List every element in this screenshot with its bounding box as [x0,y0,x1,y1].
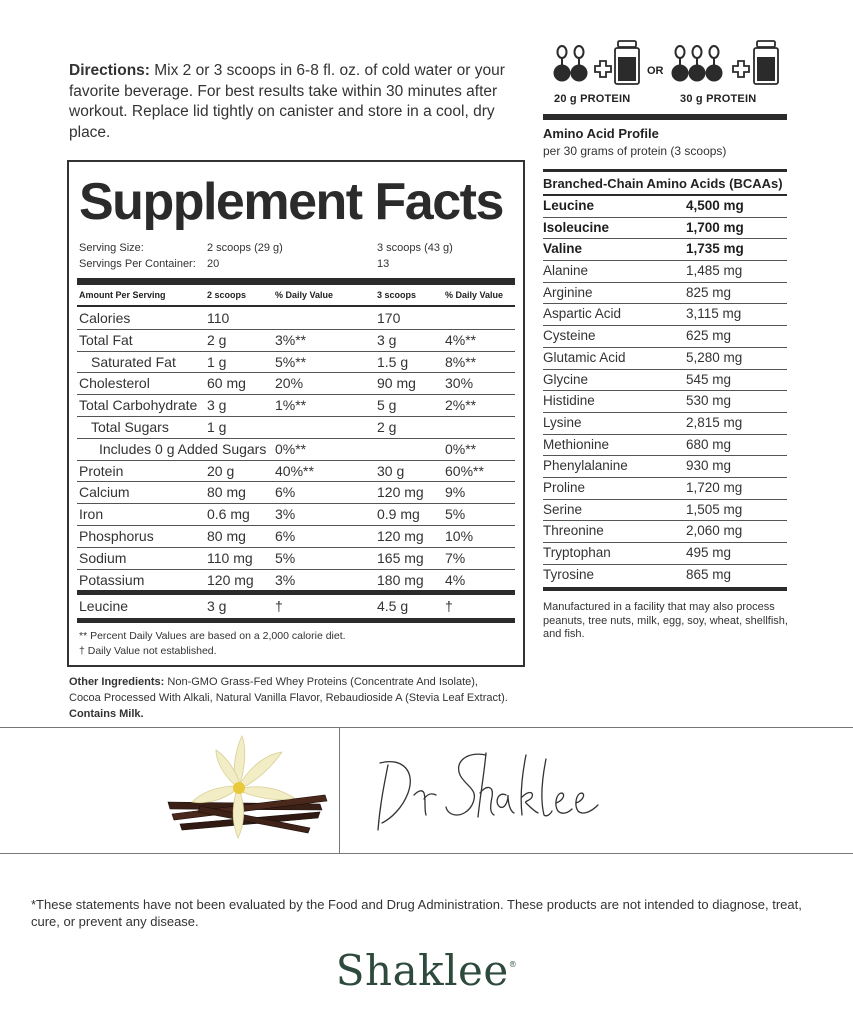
dv-2-scoops: 6% [275,527,296,544]
amount-2-scoops: 110 mg [207,549,253,566]
dv-3-scoops: 30% [445,375,474,392]
amino-row [543,413,787,435]
dv-3-scoops: 4% [445,571,466,588]
nutrient-row [77,548,515,570]
nutrient-row [77,308,515,330]
amino-name: Tryptophan [543,545,611,560]
amino-name: Lysine [543,414,582,430]
amount-3-scoops: 170 [377,310,401,326]
amino-value: 530 mg [686,393,732,409]
divider [77,618,515,623]
amount-2-scoops: 3 g [207,397,227,414]
nutrient-row [77,439,515,461]
nutrient-name: Total Sugars [91,418,169,435]
dv-3-scoops: 4%** [445,331,477,348]
amino-row [543,304,787,326]
dv-2-scoops: 40%** [275,462,314,479]
nutrient-row [77,526,515,548]
amino-row [543,478,787,500]
plus-icon [732,60,750,78]
allergen-facility-statement: Manufactured in a facility that may also process peanuts, tree nuts, milk, egg, soy, wheat, shellfish, and fish. [543,601,788,640]
other-ingredients-text: Non-GMO Grass-Fed Whey Proteins (Concentrate And Isolate), Cocoa Processed With Alkali, Natural Vanilla Flavor, Rebaudioside A (Stevia Leaf Extract). [69,676,508,704]
amount-2-scoops: 0.6 mg [207,506,250,523]
directions-label: Directions: [69,62,150,79]
dv-3-scoops: 0%** [445,440,477,457]
amount-3-scoops: 120 mg [377,527,424,544]
signature-image [368,735,608,845]
bcaa-title: Branched-Chain Amino Acids (BCAAs) [543,176,783,191]
amino-name: Alanine [543,263,589,279]
dv-2-scoops: 5%** [275,353,307,370]
divider [543,114,787,120]
amino-value: 2,815 mg [686,414,743,430]
divider [339,727,340,854]
amino-name: Histidine [543,393,595,409]
supplement-facts-panel [67,160,525,667]
shaker-bottle-icon [613,40,641,86]
amino-name: Cysteine [543,328,596,344]
amino-value: 930 mg [686,458,732,474]
header-amount: Amount Per Serving [79,290,166,300]
amino-name: Aspartic Acid [543,306,622,322]
amino-value: 1,720 mg [686,479,743,495]
nutrient-row [77,352,515,374]
amino-value: 865 mg [686,566,732,582]
nutrient-row-leucine [77,596,515,618]
scoop-graphic [550,40,790,110]
supplement-facts-title: Supplement Facts [79,173,503,231]
nutrient-name: Potassium [79,571,145,588]
amino-value: 1,735 mg [686,241,744,257]
amino-name: Glutamic Acid [543,349,626,365]
protein-20g-label: 20 g PROTEIN [554,93,631,105]
nutrient-row [77,570,515,592]
nutrient-name: Protein [79,462,124,479]
divider [543,169,787,172]
amino-value: 825 mg [686,284,732,300]
nutrient-row [77,417,515,439]
nutrient-name: Calcium [79,484,130,501]
amount-2-scoops: 2 g [207,331,227,348]
nutrient-row [77,461,515,483]
shaker-bottle-icon [752,40,780,86]
amino-value: 2,060 mg [686,523,743,539]
amino-row [543,283,787,305]
nutrient-row [77,395,515,417]
scoop-icon [670,42,740,86]
dv-3-scoops: 9% [445,484,466,501]
amino-name: Leucine [543,198,595,213]
nutrient-name: Calories [79,310,131,326]
dv-2-scoops: † [275,598,283,614]
amino-name: Methionine [543,436,610,452]
amount-2-scoops: 110 [207,310,230,326]
dv-2-scoops: 1%** [275,397,307,414]
amount-3-scoops: 5 g [377,397,397,414]
amino-name: Glycine [543,371,589,387]
amino-acid-profile-title: Amino Acid Profile [543,126,659,141]
dv-2-scoops: 0%** [275,440,307,457]
dv-2-scoops: 5% [275,549,296,566]
amino-name: Serine [543,501,583,517]
amino-row [543,435,787,457]
amino-name: Arginine [543,284,593,300]
amino-name: Isoleucine [543,219,610,235]
amino-name: Threonine [543,523,604,539]
amount-2-scoops: 1 g [207,353,227,370]
servings-3-scoops: 13 [377,258,390,270]
nutrient-rows [77,308,515,591]
amount-3-scoops: 4.5 g [377,598,409,614]
dv-3-scoops: 5% [445,506,466,523]
amino-value: 1,700 mg [686,219,744,235]
amino-row [543,261,787,283]
servings-per-container-label: Servings Per Container: [79,258,196,270]
dv-2-scoops: 6% [275,484,296,501]
servings-2-scoops: 20 [207,258,220,270]
amount-2-scoops: 80 mg [207,484,246,501]
directions-text [69,61,514,143]
nutrient-name: Leucine [79,598,129,614]
amino-name: Valine [543,241,583,257]
dv-2-scoops: 3%** [275,331,307,348]
vanilla-flower-image [160,732,335,847]
amount-2-scoops: 80 mg [207,527,246,544]
divider [0,853,853,854]
amount-3-scoops: 2 g [377,418,397,435]
amount-3-scoops: 1.5 g [377,353,409,370]
divider [77,278,515,285]
nutrient-row [77,373,515,395]
amino-acid-table [543,194,787,586]
amino-value: 545 mg [686,371,732,387]
dv-2-scoops: 3% [275,571,296,588]
amount-2-scoops: 120 mg [207,571,254,588]
fda-disclaimer: *These statements have not been evaluated by the Food and Drug Administration. These products are not intended to diagnose, treat, cure, or prevent any disease. [31,897,802,929]
divider [0,727,853,728]
nutrient-name: Includes 0 g Added Sugars [99,440,267,457]
nutrient-name: Sodium [79,549,127,566]
amino-value: 1,505 mg [686,501,743,517]
amount-2-scoops: 20 g [207,462,235,479]
nutrient-name: Phosphorus [79,527,154,544]
contains-milk: Contains Milk. [69,708,144,720]
nutrient-row [77,504,515,526]
nutrient-name: Saturated Fat [91,353,176,370]
amino-row [543,348,787,370]
dv-3-scoops: 2%** [445,397,477,414]
amount-3-scoops: 0.9 mg [377,506,420,523]
dv-3-scoops: 7% [445,549,466,566]
amino-row [543,239,787,261]
dv-3-scoops: 8%** [445,353,477,370]
amount-2-scoops: 3 g [207,598,227,614]
serving-size-3-scoops: 3 scoops (43 g) [377,242,453,254]
amount-3-scoops: 180 mg [377,571,424,588]
divider [77,590,515,595]
footnote-not-established: † Daily Value not established. [79,645,217,657]
nutrient-row [77,482,515,504]
nutrient-name: Iron [79,506,104,523]
amount-3-scoops: 3 g [377,331,397,348]
amino-name: Phenylalanine [543,458,628,474]
amount-3-scoops: 165 mg [377,549,424,566]
nutrient-row [77,330,515,352]
amino-value: 680 mg [686,436,732,452]
header-dv-2-scoops: % Daily Value [275,290,334,300]
amount-3-scoops: 120 mg [377,484,424,501]
amino-row [543,543,787,565]
dv-3-scoops: 60%** [445,462,484,479]
header-dv-3-scoops: % Daily Value [445,290,504,300]
dv-2-scoops: 20% [275,375,304,392]
dv-3-scoops: † [445,598,453,614]
amino-value: 5,280 mg [686,349,743,365]
amino-value: 4,500 mg [686,198,744,213]
plus-icon [594,60,612,78]
brand-logo [0,946,853,995]
header-3-scoops: 3 scoops [377,290,417,300]
amino-row [543,565,787,587]
amount-3-scoops: 30 g [377,462,405,479]
amount-2-scoops: 60 mg [207,375,246,392]
amino-row [543,370,787,392]
amino-name: Proline [543,479,586,495]
footnote-daily-values: ** Percent Daily Values are based on a 2,000 calorie diet. [79,630,346,642]
other-ingredients [69,674,509,722]
or-label: OR [647,65,664,77]
amino-row [543,218,787,240]
serving-size-label: Serving Size: [79,242,144,254]
nutrient-name: Total Carbohydrate [79,397,198,414]
brand-name: Shaklee [335,946,509,995]
amino-row [543,196,787,218]
amino-row [543,500,787,522]
dv-3-scoops: 10% [445,527,474,544]
divider [77,305,515,307]
amino-row [543,326,787,348]
amino-acid-profile-subtitle: per 30 grams of protein (3 scoops) [543,144,727,158]
divider [543,587,787,591]
header-2-scoops: 2 scoops [207,290,247,300]
amino-value: 3,115 mg [686,306,742,322]
serving-size-2-scoops: 2 scoops (29 g) [207,242,283,254]
amount-3-scoops: 90 mg [377,375,416,392]
amino-row [543,521,787,543]
directions-body: Mix 2 or 3 scoops in 6-8 fl. oz. of cold water or your favorite beverage. For best results take within 30 minutes after workout. Replace lid tightly on canister and store in a cool, dry place. [69,62,505,141]
nutrient-name: Cholesterol [79,375,150,392]
amino-value: 1,485 mg [686,263,743,279]
amino-name: Tyrosine [543,566,595,582]
registered-mark: ® [508,960,518,969]
amino-value: 495 mg [686,545,732,560]
amino-value: 625 mg [686,328,732,344]
amount-2-scoops: 1 g [207,418,227,435]
amino-row [543,391,787,413]
dv-2-scoops: 3% [275,506,296,523]
amino-row [543,456,787,478]
nutrient-name: Total Fat [79,331,133,348]
protein-30g-label: 30 g PROTEIN [680,93,757,105]
other-ingredients-label: Other Ingredients: [69,676,165,688]
